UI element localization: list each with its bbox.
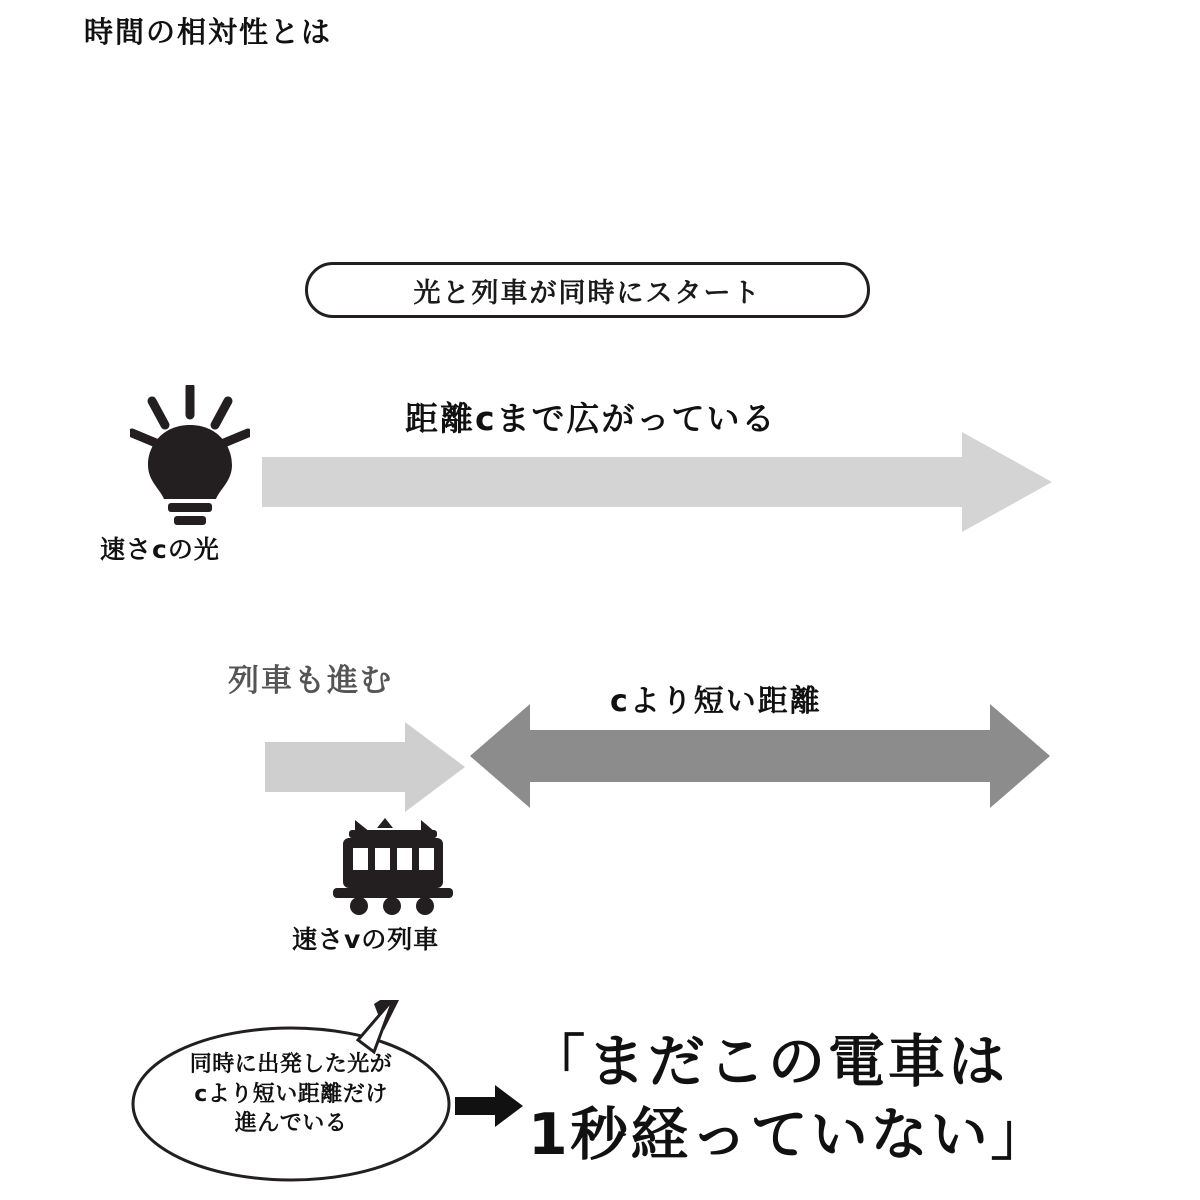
light-distance-arrow	[262, 432, 1052, 536]
conclusion-line-1: 「まだこの電車は	[528, 1029, 1008, 1095]
train-move-arrow	[265, 722, 465, 816]
train-icon	[325, 812, 460, 917]
light-caption: 速さcの光	[100, 535, 220, 564]
train-arrow-label: 列車も進む	[228, 663, 393, 699]
start-pill-label	[305, 262, 870, 318]
right-arrow-icon	[455, 1085, 523, 1127]
bubble-line-2: cより短い距離だけ	[194, 1081, 388, 1107]
bubble-line-1: 同時に出発した光が	[189, 1052, 393, 1077]
conclusion-line-2: 1秒経っていない」	[528, 1101, 1051, 1168]
bubble-line-3: 進んでいる	[234, 1111, 348, 1137]
shorter-distance-double-arrow	[470, 700, 1050, 816]
callout-bubble-text	[126, 1050, 456, 1139]
start-pill-text: 光と列車が同時にスタート	[413, 277, 762, 309]
shorter-distance-label: cより短い距離	[610, 684, 822, 719]
conclusion-text	[528, 1026, 1051, 1172]
lightbulb-icon	[130, 385, 250, 535]
page-title: 時間の相対性とは	[84, 15, 333, 49]
train-caption: 速さvの列車	[292, 925, 440, 954]
light-arrow-label: 距離cまで広がっている	[405, 399, 777, 438]
